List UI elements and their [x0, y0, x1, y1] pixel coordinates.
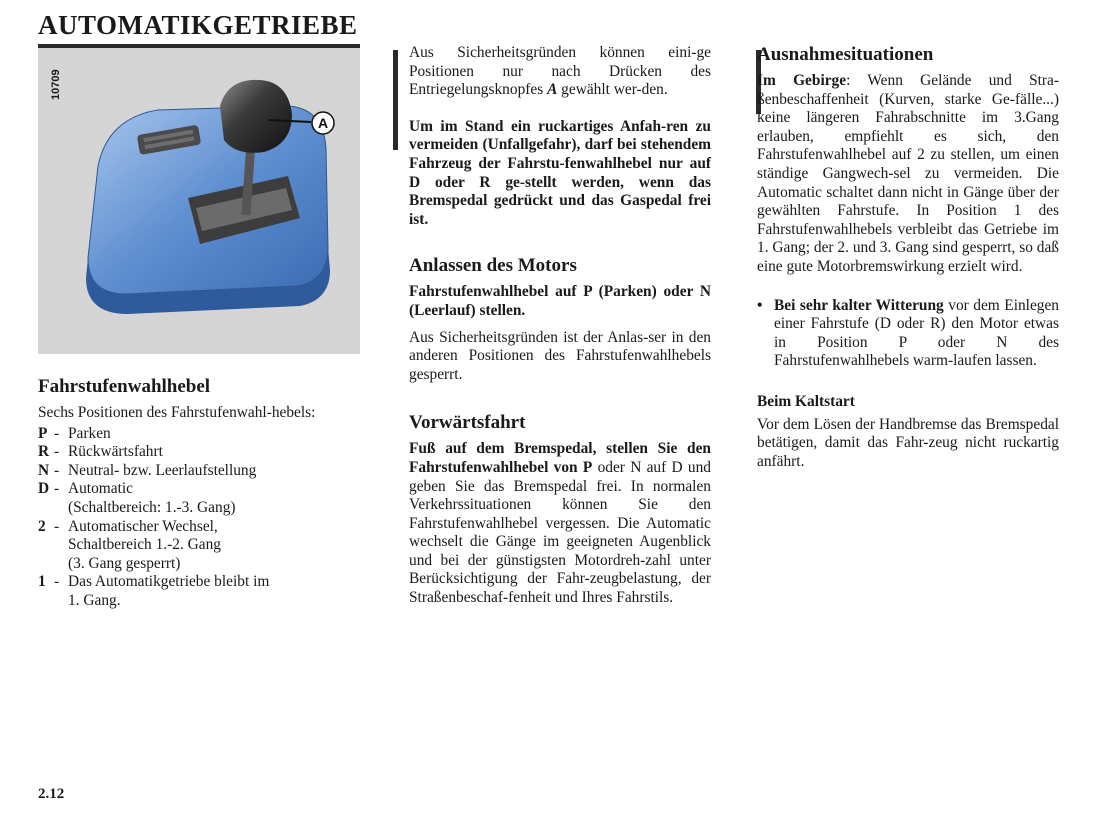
bullet-icon: •: [757, 296, 763, 314]
position-list: [38, 425, 360, 611]
right-column: [757, 44, 1059, 471]
figure-code: [44, 60, 66, 104]
position-item: 2 - Automatischer Wechsel,: [38, 517, 218, 535]
coldstart-text: Vor dem Lösen der Handbremse das Bremspedal betätigen, damit das Fahr-zeug nicht ruckartig anfährt.: [757, 415, 1059, 470]
section-heading-exceptions: Ausnahmesituationen: [757, 44, 934, 65]
position-item: P - Parken: [38, 424, 111, 442]
svg-text:10709: 10709: [50, 69, 62, 100]
page-number: 2.12: [38, 786, 65, 802]
start-text: Aus Sicherheitsgründen ist der Anlas-ser in den anderen Positionen des Fahrstufenwahlhebels gesperrt.: [409, 328, 711, 383]
middle-column: [409, 44, 711, 608]
position-item: Schaltbereich 1.-2. Gang: [68, 536, 221, 554]
position-item: 1 - Das Automatikgetriebe bleibt im: [38, 573, 270, 591]
safety-paragraph: Aus Sicherheitsgründen können eini-ge Positionen nur nach Drücken des Entriegelungsknopfes A gewählt wer-den.: [409, 44, 711, 99]
page-title: AUTOMATIKGETRIEBE: [38, 10, 358, 40]
gear-lever-drawing: [38, 48, 360, 354]
section-heading-start: Anlassen des Motors: [409, 255, 577, 277]
left-column: [38, 376, 360, 611]
column-bar-middle: [393, 50, 398, 150]
section-heading-forward: Vorwärtsfahrt: [409, 412, 526, 434]
gear-selector-illustration: [38, 48, 360, 354]
forward-text: Fuß auf dem Bremspedal, stellen Sie den Fahrstufenwahlhebel von P oder N auf D und geben Sie das Bremspedal frei. In normalen Verkehrssituationen können Sie den Fahrstufenwahlhebel vergessen. Die Automatic wechselt die Gänge im geeigneten Augenblick und bei der günstigsten Motordreh-zahl unter Berücksichtigung der Fahr-zeugbelastung, der Straßenbeschaf-fenheit und Ihres Fahrstils.: [409, 440, 711, 607]
position-item: (Schaltbereich: 1.-3. Gang): [68, 498, 236, 516]
cold-weather-item: • Bei sehr kalter Witterung vor dem Einlegen einer Fahrstufe (D oder R) den Motor etwas in Position P oder N des Fahrstufenwahlhebels warm-laufen lassen.: [757, 296, 1059, 370]
position-item: R - Rückwärtsfahrt: [38, 443, 163, 461]
section-heading-selector: Fahrstufenwahlhebel: [38, 376, 211, 397]
position-item: D - Automatic: [38, 480, 133, 498]
start-instruction: Fahrstufenwahlhebel auf P (Parken) oder N (Leerlauf) stellen.: [409, 283, 711, 319]
mountain-paragraph: Im Gebirge: Wenn Gelände und Stra-ßenbeschaffenheit (Kurven, starke Ge-fälle...) keine längeren Fahrabschnitte im 3.Gang erlauben, empfiehlt es sich, den Fahrstufenwahlhebel auf 2 zu stellen, um einen ständige Gangwech-sel zu vermeiden. Die Automatic schaltet dann nicht in Gänge über der gewählten Fahrstufe. In Position 1 des Fahrstufenwahlhebels verbleibt das Getriebe im 1. Gang; der 2. und 3. Gang sind gesperrt, so daß eine gute Motorbremswirkung erzielt wird.: [757, 72, 1059, 275]
position-item: 1. Gang.: [68, 591, 121, 609]
selector-intro: Sechs Positionen des Fahrstufenwahl-hebels:: [38, 404, 316, 421]
callout-a-label: A: [317, 115, 329, 131]
position-item: (3. Gang gesperrt): [68, 554, 181, 572]
position-item: N - Neutral- bzw. Leerlaufstellung: [38, 461, 257, 479]
standstill-warning: Um im Stand ein ruckartiges Anfah-ren zu vermeiden (Unfallgefahr), darf bei stehendem Fahrzeug der Fahrstu-fenwahlhebel nur auf D oder R ge-stellt werden, wenn das Bremspedal gedrückt und das Gaspedal frei ist.: [409, 117, 711, 228]
section-heading-coldstart: Beim Kaltstart: [757, 392, 855, 410]
